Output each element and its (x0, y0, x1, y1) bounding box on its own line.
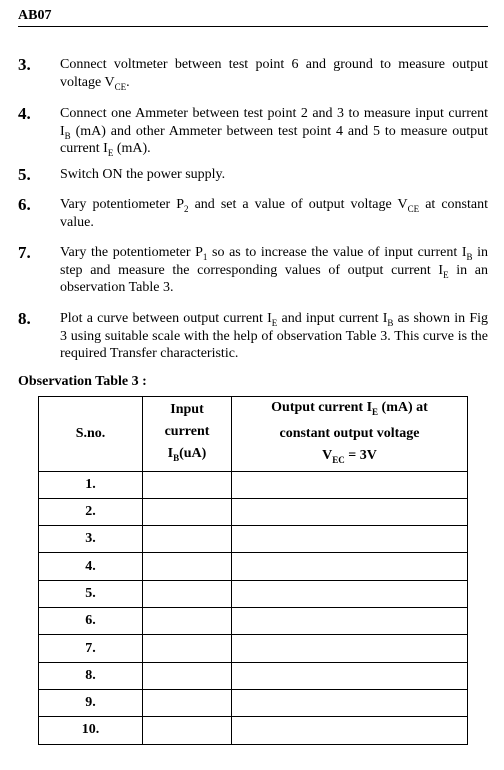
input-current-cell (143, 635, 232, 662)
step-number: 4. (18, 104, 31, 123)
input-current-cell (143, 553, 232, 580)
step-number: 7. (18, 243, 31, 262)
input-current-cell (143, 689, 232, 716)
table-header-row (39, 397, 468, 472)
output-current-cell (232, 662, 468, 689)
input-current-cell (143, 580, 232, 607)
row-number: 7. (39, 635, 143, 662)
row-number: 5. (39, 580, 143, 607)
input-current-cell (143, 717, 232, 744)
row-number: 2. (39, 498, 143, 525)
table-row (39, 580, 468, 607)
table-row (39, 608, 468, 635)
step-number: 6. (18, 195, 31, 214)
row-number: 9. (39, 689, 143, 716)
observation-table-title: Observation Table 3 : (18, 374, 147, 389)
output-current-cell (232, 553, 468, 580)
table-row (39, 717, 468, 744)
row-number: 10. (39, 717, 143, 744)
input-current-cell (143, 498, 232, 525)
input-current-cell (143, 662, 232, 689)
column-header-input-current: Input current $I_B(uA)$ (143, 397, 232, 472)
step-number: 3. (18, 55, 31, 74)
step-number: 5. (18, 165, 31, 184)
column-header-output-current: Output current $I_E$ (mA) at constant output voltage $V_{EC} = 3V$ (232, 397, 468, 472)
output-current-cell (232, 580, 468, 607)
observation-table (38, 396, 468, 745)
input-current-cell (143, 526, 232, 553)
output-current-cell (232, 635, 468, 662)
table-row (39, 553, 468, 580)
output-current-cell (232, 526, 468, 553)
procedure-step-8 (18, 310, 488, 363)
row-number: 3. (39, 526, 143, 553)
step-text: Vary potentiometer $P_2$ and set a value of output voltage $V_{CE}$ at constant value. (60, 197, 488, 230)
procedure-step-7 (18, 244, 488, 297)
table-row (39, 662, 468, 689)
procedure-step-6 (18, 196, 488, 231)
table-row (39, 498, 468, 525)
procedure-step-5 (18, 166, 488, 184)
output-current-cell (232, 608, 468, 635)
row-number: 8. (39, 662, 143, 689)
column-header-sno: S.no. (39, 397, 143, 472)
output-current-cell (232, 471, 468, 498)
step-text: Plot a curve between output current $I_E$ and input current $I_B$ as shown in Fig 3 using suitable scale with the help of observation Table 3. This curve is the required Transfer characteristic. (60, 311, 489, 361)
procedure-step-3 (18, 56, 488, 91)
step-text: Switch ON the power supply. (60, 167, 226, 182)
table-row (39, 689, 468, 716)
output-current-cell (232, 717, 468, 744)
row-number: 4. (39, 553, 143, 580)
document-header (18, 8, 488, 27)
output-current-cell (232, 498, 468, 525)
procedure-step-4 (18, 105, 488, 158)
step-text: Vary the potentiometer $P_1$ so as to increase the value of input current $I_B$ in step and measure the corresponding values of output current $I_E$ in an observation Table 3. (60, 245, 489, 295)
step-number: 8. (18, 309, 31, 328)
row-number: 1. (39, 471, 143, 498)
output-current-cell (232, 689, 468, 716)
table-row (39, 635, 468, 662)
step-text: Connect voltmeter between test point 6 and ground to measure output voltage $V_{CE}$. (60, 57, 488, 92)
input-current-cell (143, 471, 232, 498)
table-row (39, 526, 468, 553)
row-number: 6. (39, 608, 143, 635)
input-current-cell (143, 608, 232, 635)
table-row (39, 471, 468, 498)
step-text: Connect one Ammeter between test point 2 and 3 to measure input current $I_B$ (mA) and other Ammeter between test point 4 and 5 to measure output current $I_E$ (mA). (60, 106, 488, 158)
document-code: AB07 (18, 8, 52, 23)
